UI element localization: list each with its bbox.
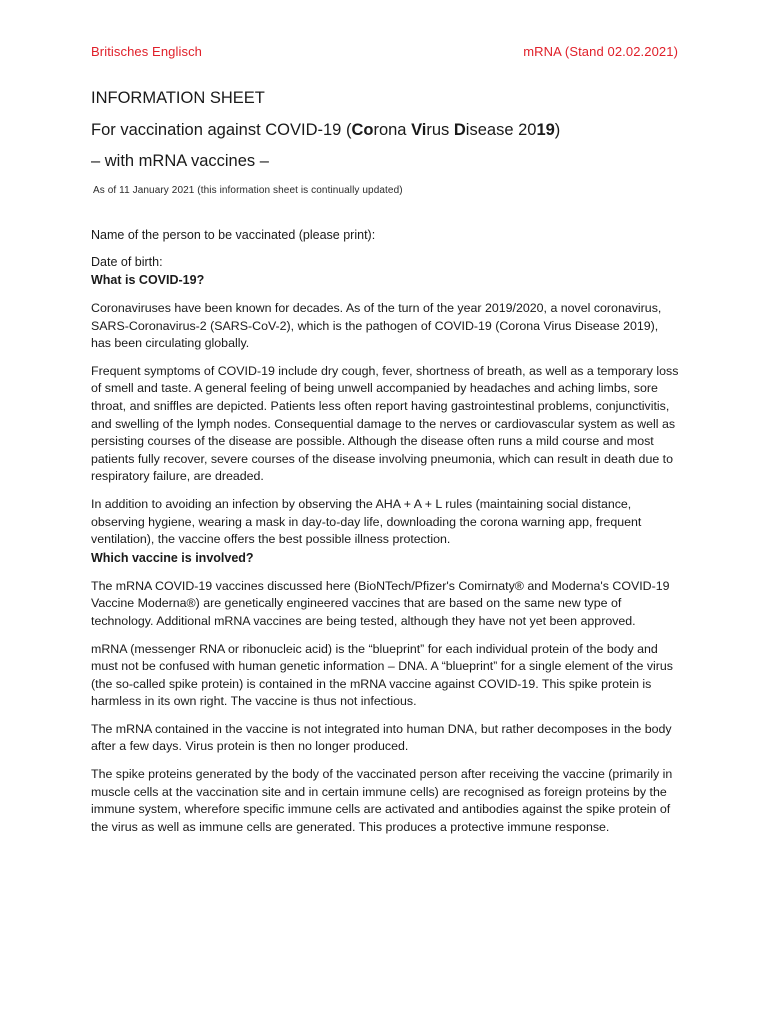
subtitle-acronym-letter: 19 (536, 121, 555, 139)
section-heading-what-is: What is COVID-19? (91, 273, 205, 287)
document-subtitle-vaccine-type: – with mRNA vaccines – (91, 152, 269, 170)
header-version-date: mRNA (Stand 02.02.2021) (523, 44, 678, 59)
subtitle-acronym-letter: D (453, 121, 466, 139)
subtitle-text: For vaccination against COVID-19 ( (91, 121, 352, 139)
paragraph: The mRNA COVID-19 vaccines discussed here (BioNTech/Pfizer's Comirnaty® and Moderna's COVID-19 Vaccine Moderna®) are genetically engineered vaccines that are based on the same new type of technology. Additional mRNA vaccines are being tested, although they have not yet been approved. (91, 578, 670, 628)
name-field-label: Name of the person to be vaccinated (please print): (91, 228, 376, 242)
subtitle-acronym-letter: Co (351, 121, 374, 139)
paragraph: In addition to avoiding an infection by observing the AHA + A + L rules (maintaining social distance, observing hygiene, wearing a mask in day-to-day life, downloading the corona warning app, frequent ventilation), the vaccine offers the best possible illness protection. (91, 496, 642, 547)
subtitle-text: isease 20 (465, 121, 537, 139)
document-body (91, 88, 681, 836)
document-title: INFORMATION SHEET (91, 89, 265, 107)
subtitle-text: rona (373, 121, 412, 139)
subtitle-text: ) (554, 121, 561, 139)
header-language: Britisches Englisch (91, 44, 202, 59)
paragraph: The spike proteins generated by the body of the vaccinated person after receiving the vaccine (primarily in muscle cells at the vaccination site and in certain immune cells) are recognised as foreign proteins by the immune system, wherefore specific immune cells are activated and antibodies against the spike protein of the virus as well as immune cells are generated. This produces a protective immune response. (91, 767, 673, 834)
document-subtitle (91, 120, 681, 140)
paragraph: Frequent symptoms of COVID-19 include dry cough, fever, shortness of breath, as well as a temporary loss of smell and taste. A general feeling of being unwell accompanied by headaches and aching limbs, sore throat, and sniffles are depicted. Patients less often report having gastrointestinal problems, conjunctivitis, and swelling of the lymph nodes. Consequential damage to the nerves or cardiovascular system as well as persisting courses of the disease are possible. Although the disease often runs a mild course and most patients fully recover, severe courses of the disease involving pneumonia, which can result in death due to respiratory failure, are dreaded. (91, 363, 679, 484)
dob-field-label: Date of birth: (91, 255, 163, 269)
section-heading-which-vaccine: Which vaccine is involved? (91, 550, 254, 565)
paragraph: The mRNA contained in the vaccine is not integrated into human DNA, but rather decomposes in the body after a few days. Virus protein is then no longer produced. (91, 721, 672, 754)
subtitle-acronym-letter: Vi (411, 121, 427, 139)
paragraph: mRNA (messenger RNA or ribonucleic acid) is the “blueprint” for each individual protein of the body and must not be confused with human genetic information – DNA. A “blueprint” for a single element of the virus (the so-called spike protein) is contained in the mRNA vaccine against COVID-19. This spike protein is harmless in its own right. The vaccine is thus not infectious. (91, 641, 673, 709)
as-of-note: As of 11 January 2021 (this information sheet is continually updated) (93, 185, 403, 196)
subtitle-text: rus (426, 121, 454, 139)
paragraph: Coronaviruses have been known for decades. As of the turn of the year 2019/2020, a novel coronavirus, SARS-Coronavirus-2 (SARS-CoV-2), which is the pathogen of COVID-19 (Corona Virus Disease 2019), has been circulating globally. (91, 301, 662, 351)
